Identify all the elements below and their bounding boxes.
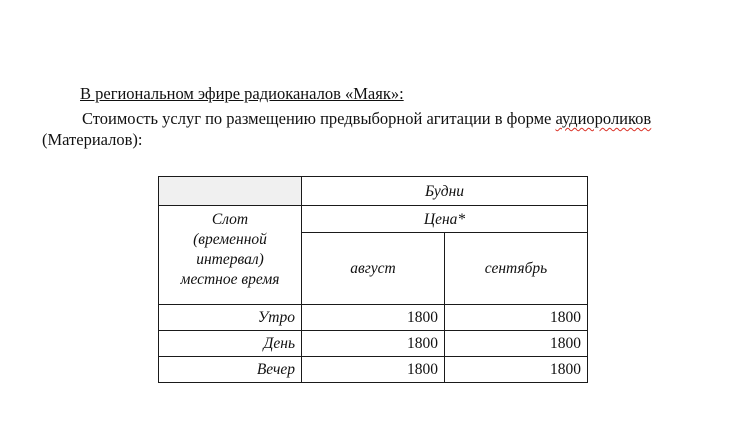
- paragraph-line-1: [42, 108, 748, 129]
- month-header-september: сентябрь: [445, 233, 588, 305]
- paragraph-text: Стоимость услуг по размещению предвыборной агитации в форме: [82, 109, 556, 128]
- table-row: [159, 305, 588, 331]
- slot-header-line: (временной: [193, 231, 267, 248]
- slot-header-line: Слот: [211, 211, 249, 228]
- row-label: Утро: [159, 305, 302, 331]
- table-header-row: [159, 177, 588, 206]
- price-cell: 1800: [445, 305, 588, 331]
- weekday-header: Будни: [302, 177, 588, 206]
- month-header-august: август: [302, 233, 445, 305]
- paragraph-line-2: (Материалов):: [42, 130, 143, 149]
- row-label: День: [159, 331, 302, 357]
- price-cell: 1800: [445, 331, 588, 357]
- price-cell: 1800: [302, 305, 445, 331]
- price-cell: 1800: [302, 357, 445, 383]
- section-heading: В региональном эфире радиоканалов «Маяк»:: [80, 84, 404, 103]
- table-row: [159, 331, 588, 357]
- spellcheck-flagged-word[interactable]: аудиороликов: [555, 109, 652, 128]
- row-label: Вечер: [159, 357, 302, 383]
- price-cell: 1800: [445, 357, 588, 383]
- slot-header: [159, 206, 302, 305]
- price-table: [158, 176, 588, 383]
- price-cell: 1800: [302, 331, 445, 357]
- slot-header-line: интервал): [196, 251, 264, 268]
- table-row: [159, 357, 588, 383]
- table-header-row: [159, 206, 588, 233]
- slot-header-line: местное время: [180, 271, 280, 288]
- price-header: Цена*: [302, 206, 588, 233]
- table-corner-cell: [159, 177, 302, 206]
- description-paragraph: [42, 108, 748, 150]
